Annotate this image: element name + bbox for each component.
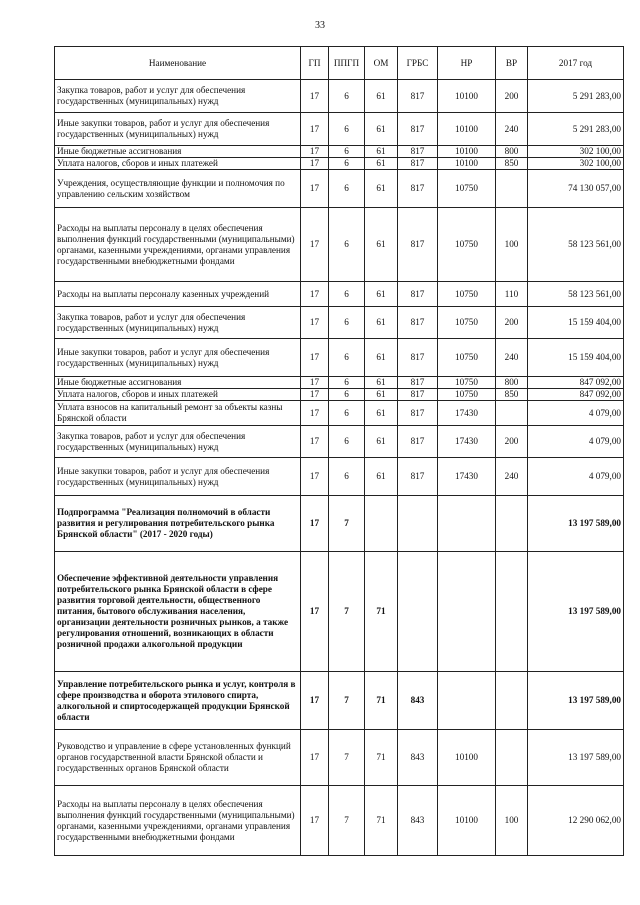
row-amount: 13 197 589,00	[528, 672, 624, 730]
row-om: 61	[365, 80, 398, 113]
row-gp: 17	[301, 146, 329, 158]
row-nr: 10750	[438, 170, 496, 208]
row-grbs: 817	[398, 458, 438, 496]
table-row	[55, 282, 624, 307]
row-name: Руководство и управление в сфере установленных функций органов государственной власти Брянской области и государственных органов Брянской области	[55, 730, 301, 786]
row-gp: 17	[301, 786, 329, 856]
table-row	[55, 80, 624, 113]
row-vr: 110	[496, 282, 528, 307]
row-amount: 13 197 589,00	[528, 552, 624, 672]
row-amount: 12 290 062,00	[528, 786, 624, 856]
row-om: 61	[365, 426, 398, 458]
row-om: 71	[365, 552, 398, 672]
row-ppgp: 6	[329, 401, 365, 426]
row-nr: 10750	[438, 377, 496, 389]
row-name: Закупка товаров, работ и услуг для обеспечения государственных (муниципальных) нужд	[55, 80, 301, 113]
row-name: Подпрограмма "Реализация полномочий в области развития и регулирования потребительского рынка Брянской области" (2017 - 2020 годы)	[55, 496, 301, 552]
table-row	[55, 672, 624, 730]
row-nr: 10100	[438, 158, 496, 170]
row-name: Уплата взносов на капитальный ремонт за объекты казны Брянской области	[55, 401, 301, 426]
row-gp: 17	[301, 389, 329, 401]
row-nr: 17430	[438, 458, 496, 496]
header-nr: НР	[438, 47, 496, 80]
row-vr: 240	[496, 339, 528, 377]
row-ppgp: 6	[329, 307, 365, 339]
header-year: 2017 год	[528, 47, 624, 80]
row-name: Расходы на выплаты персоналу в целях обеспечения выполнения функций государственными (муниципальными) органами, казенными учреждениями, органами управления государственными внебюджетными фондами	[55, 208, 301, 282]
row-grbs: 817	[398, 146, 438, 158]
table-row	[55, 307, 624, 339]
row-ppgp: 6	[329, 80, 365, 113]
row-amount: 847 092,00	[528, 389, 624, 401]
row-grbs: 817	[398, 401, 438, 426]
row-grbs	[398, 552, 438, 672]
row-vr: 100	[496, 786, 528, 856]
table-row	[55, 426, 624, 458]
row-amount: 5 291 283,00	[528, 80, 624, 113]
row-grbs: 843	[398, 672, 438, 730]
row-amount: 13 197 589,00	[528, 496, 624, 552]
table-row	[55, 208, 624, 282]
row-vr	[496, 552, 528, 672]
row-om: 71	[365, 672, 398, 730]
row-om: 61	[365, 282, 398, 307]
budget-table	[54, 46, 624, 856]
row-gp: 17	[301, 113, 329, 146]
table-row	[55, 389, 624, 401]
row-name: Расходы на выплаты персоналу в целях обеспечения выполнения функций государственными (муниципальными) органами, казенными учреждениями, органами управления государственными внебюджетными фондами	[55, 786, 301, 856]
row-grbs: 817	[398, 208, 438, 282]
row-name: Иные бюджетные ассигнования	[55, 377, 301, 389]
table-row	[55, 158, 624, 170]
row-ppgp: 6	[329, 208, 365, 282]
row-gp: 17	[301, 170, 329, 208]
row-om: 71	[365, 730, 398, 786]
row-nr: 10750	[438, 307, 496, 339]
row-amount: 5 291 283,00	[528, 113, 624, 146]
row-gp: 17	[301, 730, 329, 786]
row-ppgp: 6	[329, 113, 365, 146]
row-grbs: 817	[398, 339, 438, 377]
row-om: 61	[365, 389, 398, 401]
row-om: 61	[365, 208, 398, 282]
row-name: Учреждения, осуществляющие функции и полномочия по управлению сельским хозяйством	[55, 170, 301, 208]
row-nr: 10100	[438, 146, 496, 158]
row-om: 61	[365, 458, 398, 496]
row-amount: 302 100,00	[528, 146, 624, 158]
row-nr	[438, 496, 496, 552]
row-amount: 13 197 589,00	[528, 730, 624, 786]
row-vr: 200	[496, 426, 528, 458]
row-vr: 800	[496, 377, 528, 389]
table-row	[55, 730, 624, 786]
row-gp: 17	[301, 80, 329, 113]
row-grbs: 817	[398, 307, 438, 339]
row-ppgp: 6	[329, 458, 365, 496]
header-gp: ГП	[301, 47, 329, 80]
header-om: ОМ	[365, 47, 398, 80]
row-vr: 100	[496, 208, 528, 282]
row-nr: 10100	[438, 80, 496, 113]
table-row	[55, 786, 624, 856]
row-amount: 15 159 404,00	[528, 339, 624, 377]
row-nr: 10100	[438, 113, 496, 146]
row-name: Обеспечение эффективной деятельности управления потребительского рынка Брянской области в сфере развития торговой деятельности, общественного питания, бытового обслуживания населения, организации деятельности розничных рынков, а также регулирования отношений, возникающих в области розничной продажи алкогольной продукции	[55, 552, 301, 672]
row-om: 61	[365, 170, 398, 208]
row-gp: 17	[301, 401, 329, 426]
row-gp: 17	[301, 339, 329, 377]
row-vr	[496, 401, 528, 426]
row-om	[365, 496, 398, 552]
row-nr: 10750	[438, 282, 496, 307]
row-vr: 200	[496, 80, 528, 113]
row-name: Расходы на выплаты персоналу казенных учреждений	[55, 282, 301, 307]
row-name: Закупка товаров, работ и услуг для обеспечения государственных (муниципальных) нужд	[55, 426, 301, 458]
row-gp: 17	[301, 307, 329, 339]
row-gp: 17	[301, 282, 329, 307]
row-ppgp: 7	[329, 552, 365, 672]
row-gp: 17	[301, 158, 329, 170]
row-name: Иные закупки товаров, работ и услуг для обеспечения государственных (муниципальных) нужд	[55, 113, 301, 146]
row-grbs: 817	[398, 282, 438, 307]
row-vr: 800	[496, 146, 528, 158]
row-om: 61	[365, 158, 398, 170]
row-ppgp: 6	[329, 282, 365, 307]
row-nr: 10100	[438, 730, 496, 786]
row-grbs: 817	[398, 389, 438, 401]
row-gp: 17	[301, 672, 329, 730]
row-amount: 15 159 404,00	[528, 307, 624, 339]
row-name: Иные закупки товаров, работ и услуг для обеспечения государственных (муниципальных) нужд	[55, 458, 301, 496]
row-name: Закупка товаров, работ и услуг для обеспечения государственных (муниципальных) нужд	[55, 307, 301, 339]
row-ppgp: 7	[329, 786, 365, 856]
table-row	[55, 458, 624, 496]
row-grbs: 843	[398, 786, 438, 856]
row-nr	[438, 672, 496, 730]
row-amount: 4 079,00	[528, 426, 624, 458]
table-row	[55, 113, 624, 146]
row-gp: 17	[301, 552, 329, 672]
row-ppgp: 6	[329, 146, 365, 158]
row-ppgp: 6	[329, 377, 365, 389]
header-name: Наименование	[55, 47, 301, 80]
row-gp: 17	[301, 496, 329, 552]
row-om: 61	[365, 377, 398, 389]
row-vr	[496, 170, 528, 208]
row-vr	[496, 730, 528, 786]
row-gp: 17	[301, 208, 329, 282]
row-amount: 302 100,00	[528, 158, 624, 170]
row-vr	[496, 672, 528, 730]
table-row	[55, 146, 624, 158]
row-grbs: 843	[398, 730, 438, 786]
header-vr: ВР	[496, 47, 528, 80]
row-nr: 10750	[438, 339, 496, 377]
row-grbs: 817	[398, 377, 438, 389]
row-om: 61	[365, 307, 398, 339]
row-nr: 10750	[438, 208, 496, 282]
row-om: 71	[365, 786, 398, 856]
table-row	[55, 170, 624, 208]
row-ppgp: 6	[329, 426, 365, 458]
row-nr: 17430	[438, 401, 496, 426]
row-vr: 240	[496, 113, 528, 146]
table-row	[55, 339, 624, 377]
row-om: 61	[365, 401, 398, 426]
table-header-row	[55, 47, 624, 80]
row-nr: 10100	[438, 786, 496, 856]
row-amount: 4 079,00	[528, 458, 624, 496]
row-nr	[438, 552, 496, 672]
row-grbs: 817	[398, 113, 438, 146]
table-row	[55, 401, 624, 426]
table-row	[55, 377, 624, 389]
row-amount: 847 092,00	[528, 377, 624, 389]
row-name: Иные бюджетные ассигнования	[55, 146, 301, 158]
row-gp: 17	[301, 426, 329, 458]
row-name: Уплата налогов, сборов и иных платежей	[55, 389, 301, 401]
row-grbs: 817	[398, 426, 438, 458]
row-ppgp: 6	[329, 158, 365, 170]
row-nr: 17430	[438, 426, 496, 458]
row-grbs: 817	[398, 158, 438, 170]
page-number: 33	[315, 20, 325, 31]
row-ppgp: 7	[329, 496, 365, 552]
row-nr: 10750	[438, 389, 496, 401]
row-ppgp: 6	[329, 170, 365, 208]
row-vr: 200	[496, 307, 528, 339]
row-grbs: 817	[398, 80, 438, 113]
row-name: Иные закупки товаров, работ и услуг для обеспечения государственных (муниципальных) нужд	[55, 339, 301, 377]
table-row	[55, 552, 624, 672]
row-vr: 850	[496, 389, 528, 401]
table-row	[55, 496, 624, 552]
row-gp: 17	[301, 458, 329, 496]
row-grbs	[398, 496, 438, 552]
row-vr	[496, 496, 528, 552]
row-ppgp: 6	[329, 339, 365, 377]
header-grbs: ГРБС	[398, 47, 438, 80]
row-om: 61	[365, 339, 398, 377]
row-om: 61	[365, 113, 398, 146]
row-om: 61	[365, 146, 398, 158]
header-ppgp: ППГП	[329, 47, 365, 80]
row-name: Уплата налогов, сборов и иных платежей	[55, 158, 301, 170]
row-name: Управление потребительского рынка и услуг, контроля в сфере производства и оборота этилового спирта, алкогольной и спиртосодержащей продукции Брянской области	[55, 672, 301, 730]
row-ppgp: 7	[329, 730, 365, 786]
row-amount: 58 123 561,00	[528, 208, 624, 282]
row-ppgp: 7	[329, 672, 365, 730]
row-amount: 74 130 057,00	[528, 170, 624, 208]
row-vr: 240	[496, 458, 528, 496]
row-grbs: 817	[398, 170, 438, 208]
row-ppgp: 6	[329, 389, 365, 401]
row-vr: 850	[496, 158, 528, 170]
row-amount: 58 123 561,00	[528, 282, 624, 307]
row-gp: 17	[301, 377, 329, 389]
row-amount: 4 079,00	[528, 401, 624, 426]
